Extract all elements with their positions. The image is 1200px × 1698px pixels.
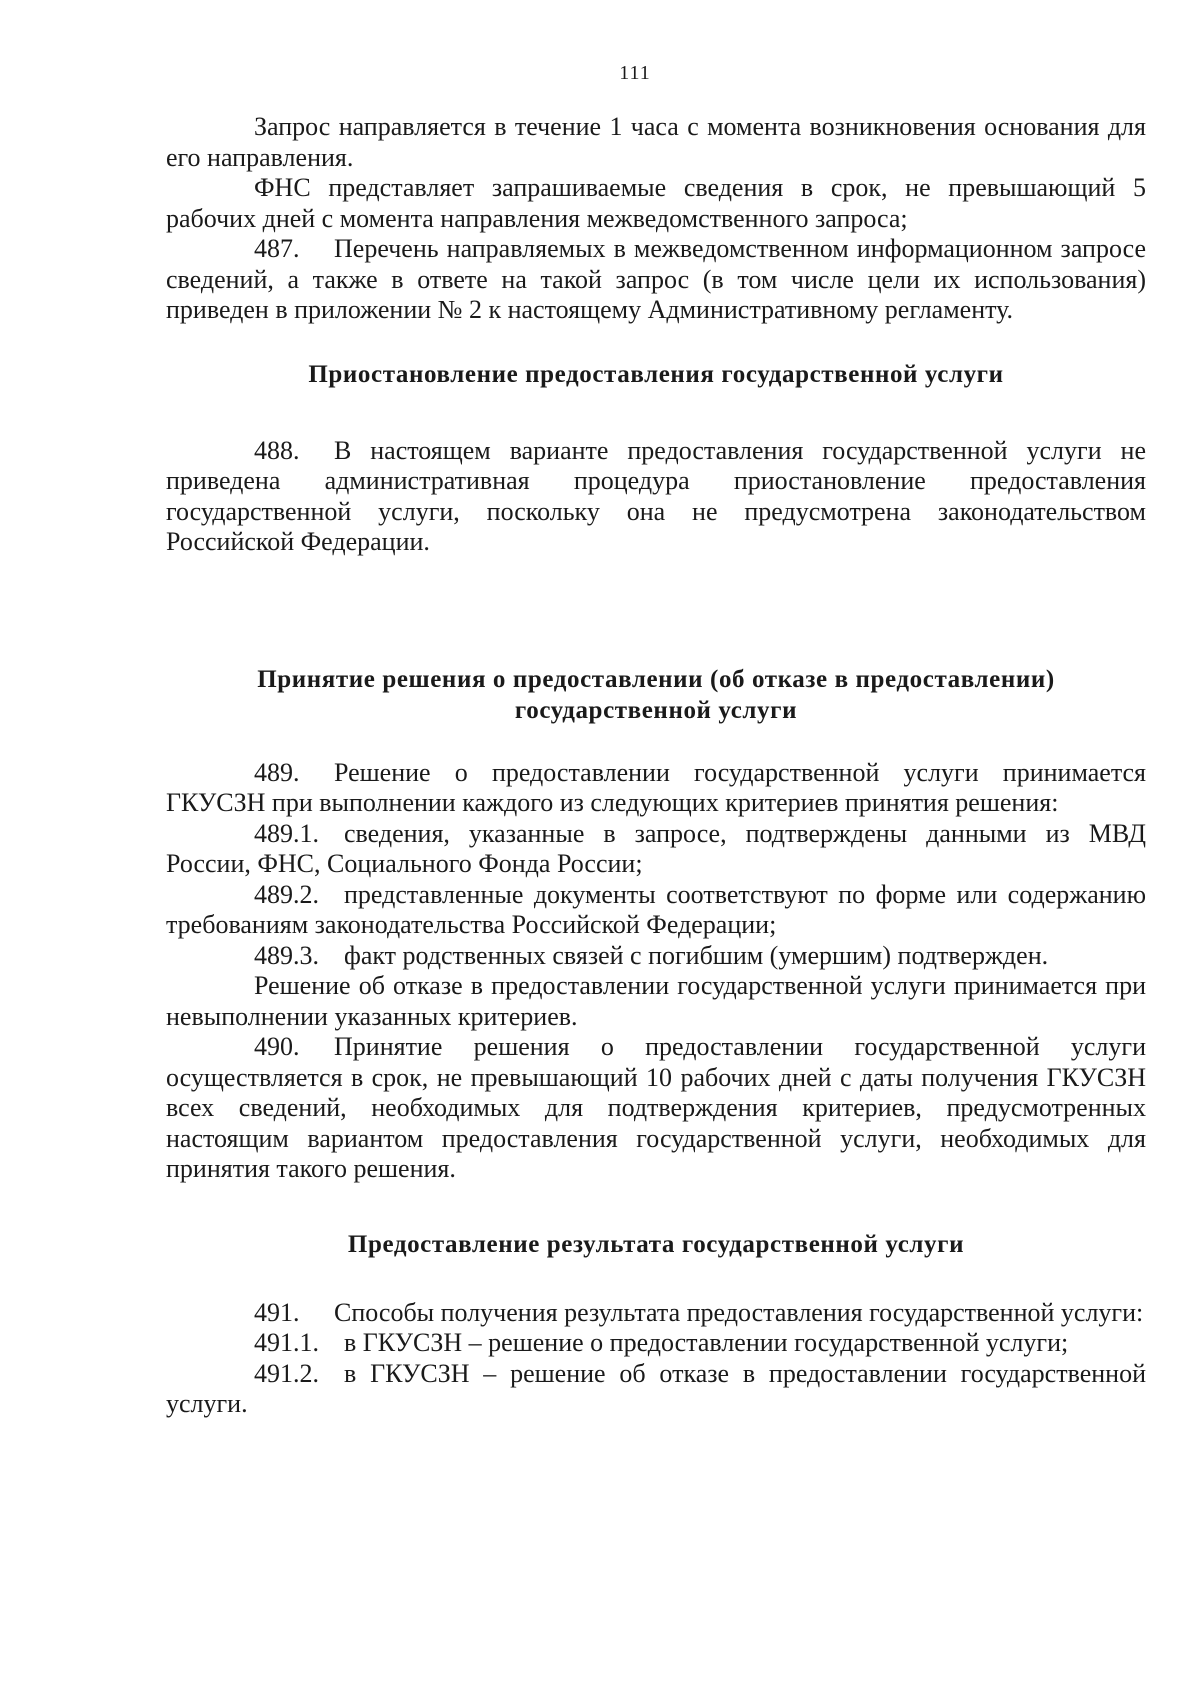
paragraph-fns-deadline: ФНС представляет запрашиваемые сведения в срок, не превышающий 5 рабочих дней с момента направления межведомственного запроса; bbox=[166, 173, 1146, 233]
paragraph-488 bbox=[166, 436, 1146, 558]
item-text: в ГКУСЗН – решение об отказе в предоставлении государственной услуги. bbox=[166, 1358, 1146, 1418]
paragraph-491-1 bbox=[166, 1328, 1146, 1359]
item-text: В настоящем варианте предоставления государственной услуги не приведена административная процедура приостановление предоставления государственной услуги, поскольку она не предусмотрена законодательством Российской Федерации. bbox=[166, 435, 1146, 556]
item-text: в ГКУСЗН – решение о предоставлении государственной услуги; bbox=[344, 1328, 1069, 1357]
item-text: Перечень направляемых в межведомственном информационном запросе сведений, а также в ответе на такой запрос (в том числе цели их использования) приведен в приложении № 2 к настоящему Административному регламенту. bbox=[166, 234, 1146, 324]
paragraph-491 bbox=[166, 1298, 1146, 1329]
item-text: сведения, указанные в запросе, подтверждены данными из МВД России, ФНС, Социального Фонда России; bbox=[166, 818, 1146, 878]
paragraph-491-2 bbox=[166, 1359, 1146, 1420]
paragraph-489-2 bbox=[166, 880, 1146, 941]
section-heading-result: Предоставление результата государственной услуги bbox=[347, 1230, 965, 1258]
item-number: 489.3. bbox=[254, 940, 319, 970]
heading-line-1: Принятие решения о предоставлении (об отказе в предоставлении) bbox=[257, 665, 1055, 693]
item-number: 489.1. bbox=[254, 818, 319, 848]
item-text: представленные документы соответствуют по форме или содержанию требованиям законодательства Российской Федерации; bbox=[166, 879, 1146, 939]
item-number: 491.2. bbox=[254, 1358, 319, 1388]
item-text: факт родственных связей с погибшим (умершим) подтвержден. bbox=[344, 940, 1049, 970]
paragraph-refusal: Решение об отказе в предоставлении государственной услуги принимается при невыполнении указанных критериев. bbox=[166, 971, 1146, 1031]
heading-line-2: государственной услуги bbox=[514, 696, 798, 724]
item-number: 489. bbox=[254, 757, 300, 787]
item-text: Принятие решения о предоставлении государственной услуги осуществляется в срок, не превышающий 10 рабочих дней с даты получения ГКУСЗН всех сведений, необходимых для подтверждения критериев, предусмотренных настоящим вариантом предоставления государственной услуги, необходимых для принятия такого решения. bbox=[166, 1032, 1146, 1183]
item-number: 491.1. bbox=[254, 1328, 319, 1357]
item-number: 487. bbox=[254, 234, 300, 263]
section-heading-suspension: Приостановление предоставления государственной услуги bbox=[308, 360, 1004, 388]
document-body bbox=[166, 112, 1146, 1420]
paragraph-489 bbox=[166, 758, 1146, 819]
paragraph-489-3 bbox=[166, 941, 1146, 972]
item-number: 491. bbox=[254, 1297, 300, 1327]
paragraph-490 bbox=[166, 1032, 1146, 1185]
page-number: 111 bbox=[619, 62, 651, 84]
item-number: 488. bbox=[254, 435, 300, 465]
paragraph-487 bbox=[166, 234, 1146, 326]
item-number: 489.2. bbox=[254, 879, 319, 909]
item-number: 490. bbox=[254, 1032, 300, 1061]
paragraph-489-1 bbox=[166, 819, 1146, 880]
item-text: Решение о предоставлении государственной услуги принимается ГКУСЗН при выполнении каждого из следующих критериев принятия решения: bbox=[166, 757, 1146, 817]
item-text: Способы получения результата предоставления государственной услуги: bbox=[334, 1297, 1144, 1327]
paragraph-request-timing: Запрос направляется в течение 1 часа с момента возникновения основания для его направления. bbox=[166, 112, 1146, 172]
section-heading-decision bbox=[166, 664, 1146, 726]
